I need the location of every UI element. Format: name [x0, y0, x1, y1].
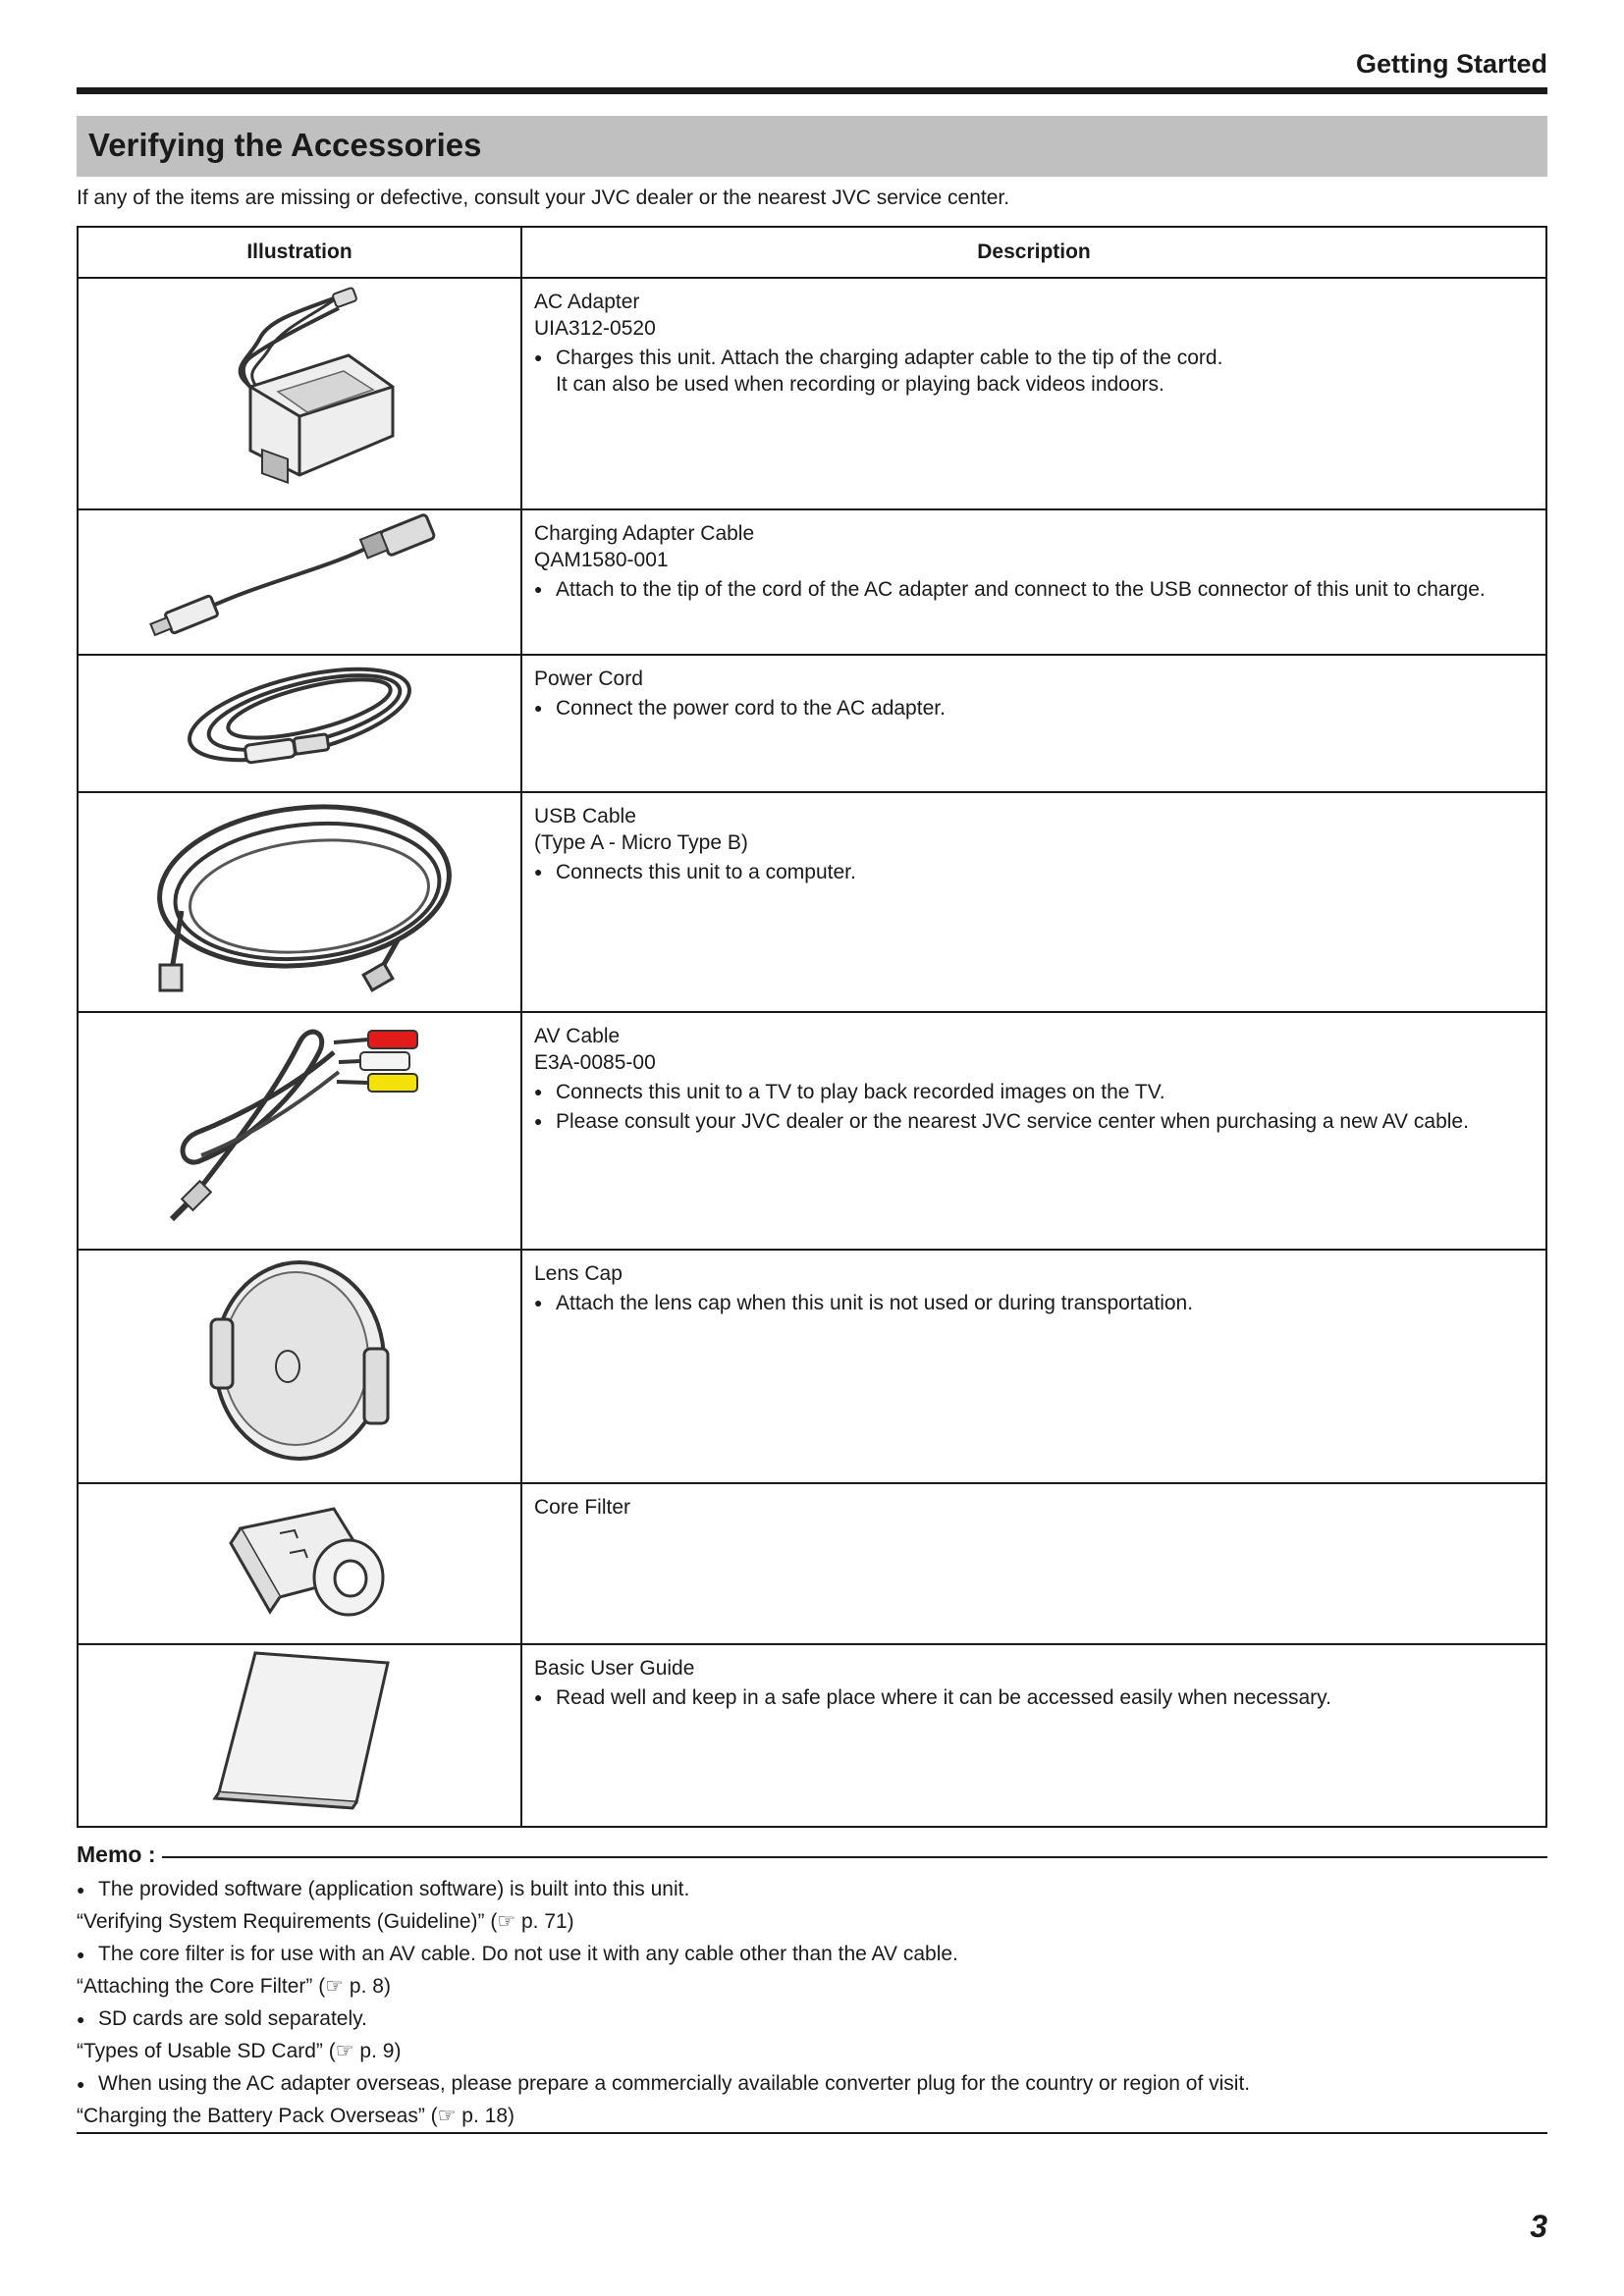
item-name: Charging Adapter Cable [534, 522, 755, 545]
description-cell [521, 509, 1546, 655]
bullet-text: Connect the power cord to the AC adapter. [556, 697, 946, 720]
item-code: E3A-0085-00 [534, 1051, 656, 1074]
memo-item: ● The provided software (application software) is built into this unit. [77, 1873, 1250, 1905]
section-bar [77, 116, 1547, 177]
table-row [78, 1250, 1546, 1483]
item-bullet [534, 1684, 1534, 1711]
header-description: Description [521, 227, 1546, 278]
illustration-cell [78, 1644, 521, 1827]
item-name: AC Adapter [534, 291, 640, 313]
memo-item: ● When using the AC adapter overseas, please prepare a commercially available converter plug for the country or region of visit. [77, 2067, 1250, 2100]
description-cell [521, 1644, 1546, 1827]
memo-item: ● SD cards are sold separately. [77, 2002, 1250, 2035]
bullet-text: Connects this unit to a computer. [556, 861, 856, 883]
table-row [78, 792, 1546, 1012]
intro-text: If any of the items are missing or defective, consult your JVC dealer or the nearest JVC service center. [77, 187, 1010, 209]
table-row [78, 1483, 1546, 1644]
illustration-cell [78, 1483, 521, 1644]
item-name: USB Cable [534, 805, 636, 828]
description-cell [521, 792, 1546, 1012]
memo-rule [77, 1856, 1547, 1858]
page-number: 3 [1530, 2209, 1547, 2244]
item-bullet [534, 1108, 1534, 1135]
table-header-row [78, 227, 1546, 278]
memo-reference-link[interactable]: “Charging the Battery Pack Overseas” (☞ p. 18) [77, 2105, 515, 2127]
bullet-text: Attach to the tip of the cord of the AC adapter and connect to the USB connector of this unit to charge. [556, 578, 1486, 601]
memo-item: ● The core filter is for use with an AV cable. Do not use it with any cable other than the AV cable. [77, 1938, 1250, 1970]
av-cable-illustration [133, 1013, 466, 1239]
item-code: QAM1580-001 [534, 549, 669, 571]
description-cell [521, 1250, 1546, 1483]
item-bullet [534, 345, 1534, 398]
table-row [78, 509, 1546, 655]
bullet-text: Attach the lens cap when this unit is not used or during transportation. [556, 1292, 1194, 1314]
header-illustration: Illustration [78, 227, 521, 278]
item-bullet [534, 576, 1534, 603]
item-bullet [534, 1079, 1534, 1105]
charging-cable-illustration [133, 510, 466, 638]
description-cell [521, 278, 1546, 509]
item-bullet [534, 859, 1534, 885]
accessories-table [77, 226, 1547, 1828]
bullet-text: Connects this unit to a TV to play back recorded images on the TV. [556, 1081, 1165, 1103]
description-cell [521, 1483, 1546, 1644]
item-name: Power Cord [534, 667, 643, 690]
memo-reference-link[interactable]: “Attaching the Core Filter” (☞ p. 8) [77, 1975, 391, 1998]
item-name: Lens Cap [534, 1262, 623, 1285]
illustration-cell [78, 792, 521, 1012]
item-bullet [534, 695, 1534, 721]
table-row [78, 278, 1546, 509]
item-name: Core Filter [534, 1496, 631, 1519]
chapter-rule [77, 87, 1547, 94]
table-row [78, 655, 1546, 792]
bullet-text: Charges this unit. Attach the charging adapter cable to the tip of the cord. [556, 347, 1223, 369]
table-row [78, 1012, 1546, 1250]
item-bullet [534, 1290, 1534, 1316]
memo-end-rule [77, 2132, 1547, 2134]
item-name: AV Cable [534, 1025, 621, 1047]
description-cell [521, 1012, 1546, 1250]
ac-adapter-illustration [191, 279, 407, 495]
illustration-cell [78, 278, 521, 509]
illustration-cell [78, 509, 521, 655]
bullet-text-cont: It can also be used when recording or playing back videos indoors. [556, 373, 1164, 396]
illustration-cell [78, 1250, 521, 1483]
power-cord-illustration [172, 656, 427, 774]
section-title: Verifying the Accessories [88, 127, 482, 163]
user-guide-illustration [201, 1645, 398, 1812]
description-cell [521, 655, 1546, 792]
illustration-cell [78, 655, 521, 792]
memo-body [77, 1873, 1250, 2132]
core-filter-illustration [201, 1484, 398, 1631]
usb-cable-illustration [142, 793, 457, 999]
bullet-text: Read well and keep in a safe place where it can be accessed easily when necessary. [556, 1686, 1331, 1709]
memo-reference-link[interactable]: “Verifying System Requirements (Guideline)” (☞ p. 71) [77, 1910, 574, 1933]
chapter-title: Getting Started [1355, 49, 1547, 79]
item-name: Basic User Guide [534, 1657, 695, 1680]
item-code: (Type A - Micro Type B) [534, 831, 748, 854]
bullet-text: Please consult your JVC dealer or the nearest JVC service center when purchasing a new AV cable. [556, 1110, 1469, 1133]
table-row [78, 1644, 1546, 1827]
memo-reference-link[interactable]: “Types of Usable SD Card” (☞ p. 9) [77, 2040, 402, 2062]
item-code: UIA312-0520 [534, 317, 656, 340]
lens-cap-illustration [201, 1251, 398, 1467]
memo-heading: Memo : [77, 1842, 162, 1868]
illustration-cell [78, 1012, 521, 1250]
